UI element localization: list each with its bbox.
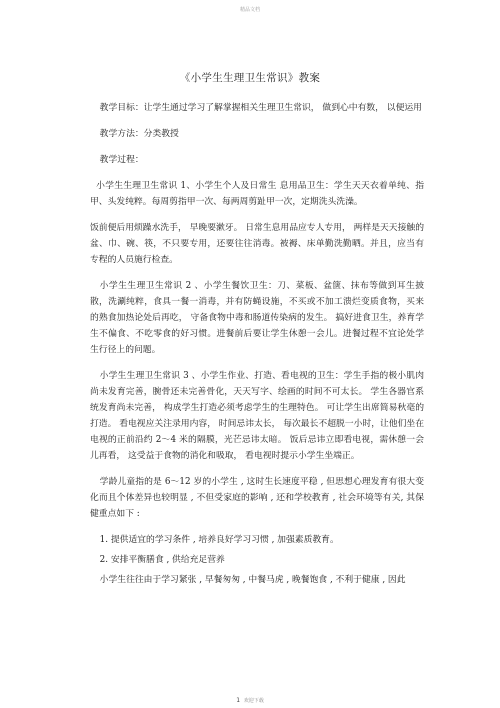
paragraph-school-age: 学龄儿童指的是 6～12 岁的小学生 , 这时生长速度平稳 , 但思想心理发育有很大变化而且个体差异也较明显 , 不但受家庭的影响 , 还和学校教育 , 社会环境等有关, 其保健重点如下 : bbox=[90, 477, 424, 519]
paragraph-hygiene-2: 小学生生理卫生常识 2 、小学生餐饮卫生：刀、菜板、盆箧、抹布等做到耳生披散，洗涮纯粹，食具一餐一消毒，并有防蝇设施，不买或不加工溃烂变质食物，买来的熟食加热论处后再吃， 守备食物中毒和肠道传染病的发生。 搞好进食卫生，养育学生不偏食、不吃零食的好习惯。进餐前后要让学生休憩一会儿。进餐过程不宜论处学生行径上的问题。 bbox=[90, 281, 424, 355]
footer-mark: 欢迎下载 bbox=[243, 698, 264, 704]
paragraph-teaching-method: 教学方法：分类教授 bbox=[99, 129, 179, 139]
paragraph-hygiene-1-cont: 饭前便后用烦躁水洗手， 早晚要漱牙。 日常生息用品应专人专用， 两样是天天接触的盆、巾、碗、筷，不只要专用，还要往往消毒。被褥、床单勤洗勤晒。并且，应当有专程的人员施行检查。 bbox=[90, 223, 424, 265]
paragraph-teaching-goal: 教学目标：让学生通过学习了解掌握相关生理卫生常识， 做到心中有数， 以便运用 bbox=[99, 103, 422, 113]
header-watermark: 精品文档 bbox=[239, 7, 260, 13]
paragraph-hygiene-3: 小学生生理卫生常识 3 、小学生作业、打造、看电视的卫生：学生手指的极小肌肉尚未发育完善，腕骨还未完善骨化，天天写字、绘画的时间不可太长。 学生各器官系统发育尚未完善， 构成学生打造必须考虑学生的生理特色。 可让学生出席简易秋毫的打造。 看电视应关注录用内容， 时间忌讳太长， 每次最长不超脱一小时，让他们坐在电视的正前沿约 2～4 米的隔膜，光芒忌讳太暗。 饭后忌讳立即看电视，需休憩一会儿再看， 这受益于食物的消化和吸取， 看电视时提示小学生坐端正。 bbox=[90, 371, 424, 461]
list-item-1: 1. 提供适宜的学习条件 , 培养良好学习习惯 , 加强素质教育。 bbox=[99, 535, 339, 545]
list-item-2: 2. 安排平衡膳食 , 供给充足营养 bbox=[99, 555, 225, 565]
paragraph-teaching-process: 教学过程： bbox=[99, 155, 144, 165]
page-footer bbox=[0, 697, 500, 704]
paragraph-diet: 小学生往往由于学习紧张 , 早餐匆匆 , 中餐马虎 , 晚餐饱食 , 不利于健康 , 因此 bbox=[99, 575, 406, 585]
document-body bbox=[90, 100, 424, 598]
page-number: 1 bbox=[236, 697, 241, 704]
paragraph-hygiene-1: 小学生生理卫生常识 1、小学生个人及日常生 息用品卫生：学生天天衣着单纯、指甲、头发纯粹。每周剪指甲一次、每两周剪趾甲一次，定期洗头洗澡。 bbox=[90, 181, 424, 207]
document-title: 《小学生生理卫生常识》教案 bbox=[179, 72, 321, 84]
